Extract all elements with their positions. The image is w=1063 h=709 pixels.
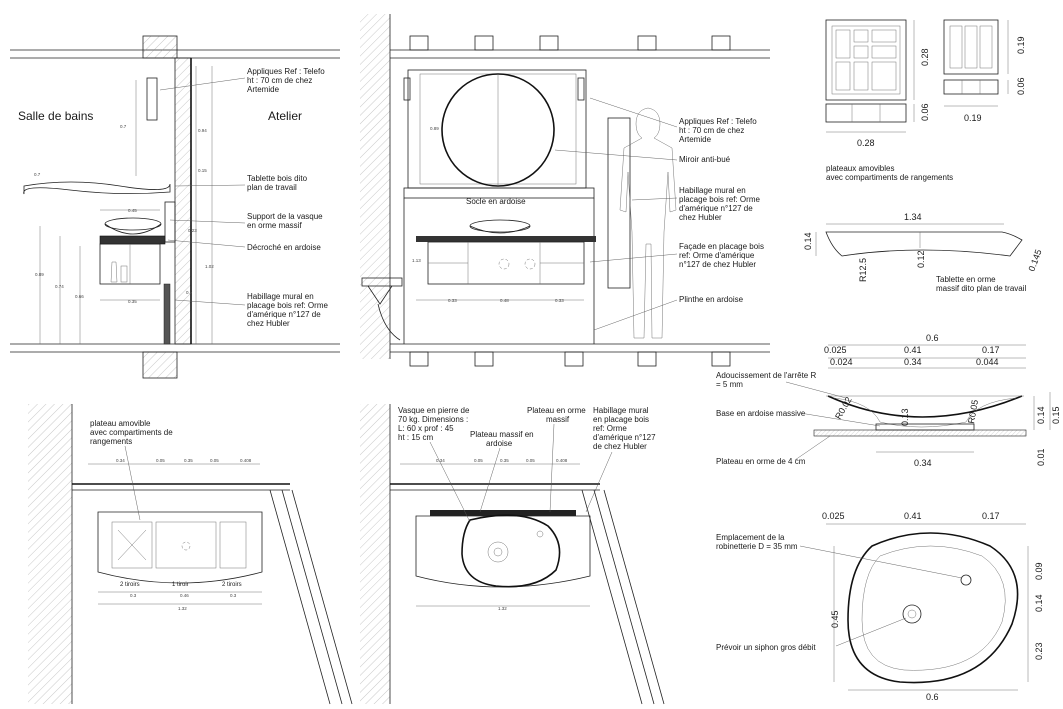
svg-text:0.05: 0.05 <box>526 458 535 463</box>
svg-text:Emplacement de la: Emplacement de la <box>716 533 785 542</box>
svg-text:Appliques Ref : Telefo: Appliques Ref : Telefo <box>679 117 757 126</box>
svg-text:0.05: 0.05 <box>210 458 219 463</box>
svg-text:0.35: 0.35 <box>128 299 137 304</box>
svg-text:0.35: 0.35 <box>500 458 509 463</box>
svg-text:0.74: 0.74 <box>55 284 64 289</box>
callout-vasque <box>398 406 470 442</box>
svg-text:0.89: 0.89 <box>430 126 439 131</box>
dim-box-width: 0.28 <box>857 138 875 148</box>
svg-text:0.94: 0.94 <box>198 128 207 133</box>
label-drawer-middle: 1 tiroir <box>172 582 189 588</box>
svg-text:en orme massif: en orme massif <box>247 221 302 230</box>
dim-basin-h1: 0.14 <box>1036 406 1046 424</box>
svg-text:Adoucissement de l'arrête R: Adoucissement de l'arrête R <box>716 371 817 380</box>
svg-text:0.66: 0.66 <box>75 294 84 299</box>
dim-tray-width: 0.19 <box>964 113 982 123</box>
svg-text:0.34: 0.34 <box>116 458 125 463</box>
svg-text:massif dito plan de travail: massif dito plan de travail <box>936 284 1027 293</box>
dim-plan-width: 0.6 <box>926 692 939 702</box>
svg-text:0.15: 0.15 <box>198 168 207 173</box>
plan-bathroom <box>28 404 352 704</box>
svg-text:chez Hubler: chez Hubler <box>247 319 290 328</box>
dim-basin-c: 0.17 <box>982 345 1000 355</box>
dim-plan-c: 0.17 <box>982 511 1000 521</box>
svg-text:en placage bois: en placage bois <box>593 415 650 424</box>
dim-box-small: 0.06 <box>920 103 930 121</box>
svg-text:n°127 de chez Hubler: n°127 de chez Hubler <box>679 260 757 269</box>
callout-plateau-orme-massif <box>527 406 586 424</box>
svg-text:Plateau massif en: Plateau massif en <box>470 430 534 439</box>
svg-text:Habillage mural: Habillage mural <box>593 406 649 415</box>
dim-plan-v2: 0.14 <box>1034 594 1044 612</box>
svg-text:Habillage mural en: Habillage mural en <box>247 292 314 301</box>
svg-text:avec compartiments de rangemen: avec compartiments de rangements <box>826 173 954 182</box>
svg-text:0.34: 0.34 <box>436 458 445 463</box>
dim-basin-a: 0.025 <box>824 345 847 355</box>
svg-text:0.7: 0.7 <box>120 124 127 129</box>
dim-tray-height: 0.19 <box>1016 36 1026 54</box>
svg-text:plateaux amovibles: plateaux amovibles <box>826 164 895 173</box>
svg-text:placage bois ref: Orme: placage bois ref: Orme <box>679 195 760 204</box>
svg-text:Artemide: Artemide <box>679 135 712 144</box>
callout-miroir: Miroir anti-bué <box>679 155 731 164</box>
svg-text:0.7: 0.7 <box>34 172 41 177</box>
dim-plan-a: 0.025 <box>822 511 845 521</box>
svg-text:Support de la vasque: Support de la vasque <box>247 212 323 221</box>
callout-habillage <box>247 292 328 328</box>
dim-basin-r2: R0.05 <box>966 398 981 425</box>
svg-text:de chez Hubler: de chez Hubler <box>593 442 647 451</box>
dim-basin-h2: 0.15 <box>1051 406 1061 424</box>
callout-appliques-2 <box>679 117 757 144</box>
dim-plan-b: 0.41 <box>904 511 922 521</box>
svg-text:0.35: 0.35 <box>184 458 193 463</box>
callout-decroche: Décroché en ardoise <box>247 243 321 252</box>
svg-text:0.89: 0.89 <box>35 272 44 277</box>
shelf-profile <box>803 212 1044 293</box>
callout-plinthe: Plinthe en ardoise <box>679 295 744 304</box>
svg-text:chez Hubler: chez Hubler <box>679 213 722 222</box>
svg-text:ref: Orme: ref: Orme <box>593 424 627 433</box>
svg-text:Plateau en orme: Plateau en orme <box>527 406 586 415</box>
svg-text:0.05: 0.05 <box>156 458 165 463</box>
svg-text:ardoise: ardoise <box>486 439 513 448</box>
svg-text:placage bois ref: Orme: placage bois ref: Orme <box>247 301 328 310</box>
svg-text:0.7: 0.7 <box>186 290 193 295</box>
plan-basin-top <box>360 404 664 704</box>
dim-basin-r1: R0.02 <box>833 395 854 421</box>
svg-text:avec compartiments de: avec compartiments de <box>90 428 173 437</box>
callout-base: Base en ardoise massive <box>716 409 806 418</box>
room-label-salle-de-bains: Salle de bains <box>18 109 94 123</box>
label-drawers-right: 2 tiroirs <box>222 582 242 588</box>
dim-shelf-width: 1.34 <box>904 212 922 222</box>
svg-text:0.23: 0.23 <box>188 228 197 233</box>
callout-plateau-orme: Plateau en orme de 4 cm <box>716 457 806 466</box>
svg-text:ht : 70 cm de chez: ht : 70 cm de chez <box>247 76 313 85</box>
dim-basin-width: 0.6 <box>926 333 939 343</box>
callout-tablette <box>247 174 308 192</box>
dim-basin-d: 0.024 <box>830 357 853 367</box>
dim-shelf-mid: 0.12 <box>916 250 926 268</box>
label-drawers-left: 2 tiroirs <box>120 582 140 588</box>
svg-text:Tablette bois dito: Tablette bois dito <box>247 174 308 183</box>
elevation-vanity <box>360 14 770 366</box>
svg-text:70 kg. Dimensions :: 70 kg. Dimensions : <box>398 415 469 424</box>
callout-support <box>247 212 323 230</box>
svg-text:Façade en placage bois: Façade en placage bois <box>679 242 764 251</box>
svg-text:1.02: 1.02 <box>205 264 214 269</box>
dim-plan-v1: 0.09 <box>1034 562 1044 580</box>
svg-text:rangements: rangements <box>90 437 133 446</box>
callout-plateaux <box>826 164 953 182</box>
callout-habillage-2 <box>679 186 760 222</box>
dim-shelf-height: 0.14 <box>803 232 813 250</box>
svg-text:1.32: 1.32 <box>178 606 187 611</box>
dim-basin-e: 0.34 <box>904 357 922 367</box>
svg-text:0.05: 0.05 <box>474 458 483 463</box>
room-label-atelier: Atelier <box>268 109 303 123</box>
callout-appliques <box>247 67 325 94</box>
callout-emplacement <box>716 533 798 551</box>
svg-text:L: 60 x prof : 45: L: 60 x prof : 45 <box>398 424 454 433</box>
svg-text:d'amérique n°127 de: d'amérique n°127 de <box>679 204 753 213</box>
svg-text:ht : 15 cm: ht : 15 cm <box>398 433 434 442</box>
svg-text:d'amérique n°127: d'amérique n°127 <box>593 433 656 442</box>
callout-tablette-orme <box>936 275 1026 293</box>
svg-text:0.33: 0.33 <box>448 298 457 303</box>
callout-siphon: Prévoir un siphon gros débit <box>716 643 816 652</box>
callout-socle: Socle en ardoise <box>466 197 526 206</box>
svg-text:ref: Orme d'amérique: ref: Orme d'amérique <box>679 251 755 260</box>
dim-box-height: 0.28 <box>920 48 930 66</box>
svg-text:plan de travail: plan de travail <box>247 183 297 192</box>
svg-text:0.3: 0.3 <box>230 593 237 598</box>
svg-text:Habillage mural en: Habillage mural en <box>679 186 746 195</box>
svg-text:Vasque en pierre de: Vasque en pierre de <box>398 406 470 415</box>
callout-habillage-3 <box>593 406 656 451</box>
basin-section <box>716 333 1061 468</box>
callout-plateau-amovible <box>90 419 173 446</box>
svg-text:1.13: 1.13 <box>412 258 421 263</box>
svg-text:plateau amovible: plateau amovible <box>90 419 151 428</box>
section-bathroom-atelier <box>10 36 340 378</box>
svg-text:massif: massif <box>546 415 570 424</box>
svg-text:= 5 mm: = 5 mm <box>716 380 743 389</box>
svg-text:Artemide: Artemide <box>247 85 280 94</box>
svg-text:0.45: 0.45 <box>128 208 137 213</box>
dim-shelf-end: 0.145 <box>1026 248 1044 273</box>
basin-plan <box>716 511 1044 702</box>
svg-text:Tablette en orme: Tablette en orme <box>936 275 996 284</box>
dim-base-width: 0.34 <box>914 458 932 468</box>
svg-text:d'amérique n°127 de: d'amérique n°127 de <box>247 310 321 319</box>
dim-shelf-radius: R12.5 <box>858 257 868 282</box>
dim-basin-f: 0.044 <box>976 357 999 367</box>
dim-basin-mid: 0.13 <box>900 408 910 426</box>
svg-text:1.32: 1.32 <box>498 606 507 611</box>
dim-tray-small: 0.06 <box>1016 77 1026 95</box>
svg-text:0.408: 0.408 <box>556 458 568 463</box>
svg-text:ht : 70 cm de chez: ht : 70 cm de chez <box>679 126 745 135</box>
dim-plan-depth: 0.45 <box>830 610 840 628</box>
callout-plateau-massif <box>470 430 534 448</box>
svg-text:0.46: 0.46 <box>180 593 189 598</box>
dim-base-height: 0.01 <box>1036 448 1046 466</box>
svg-text:0.48: 0.48 <box>500 298 509 303</box>
svg-text:Appliques Ref : Telefo: Appliques Ref : Telefo <box>247 67 325 76</box>
svg-text:robinetterie D = 35 mm: robinetterie D = 35 mm <box>716 542 798 551</box>
svg-text:0.408: 0.408 <box>240 458 252 463</box>
removable-trays-detail <box>826 20 1026 182</box>
svg-text:0.33: 0.33 <box>555 298 564 303</box>
dim-plan-v3: 0.23 <box>1034 642 1044 660</box>
dim-basin-b: 0.41 <box>904 345 922 355</box>
callout-facade <box>679 242 764 269</box>
svg-text:0.3: 0.3 <box>130 593 137 598</box>
